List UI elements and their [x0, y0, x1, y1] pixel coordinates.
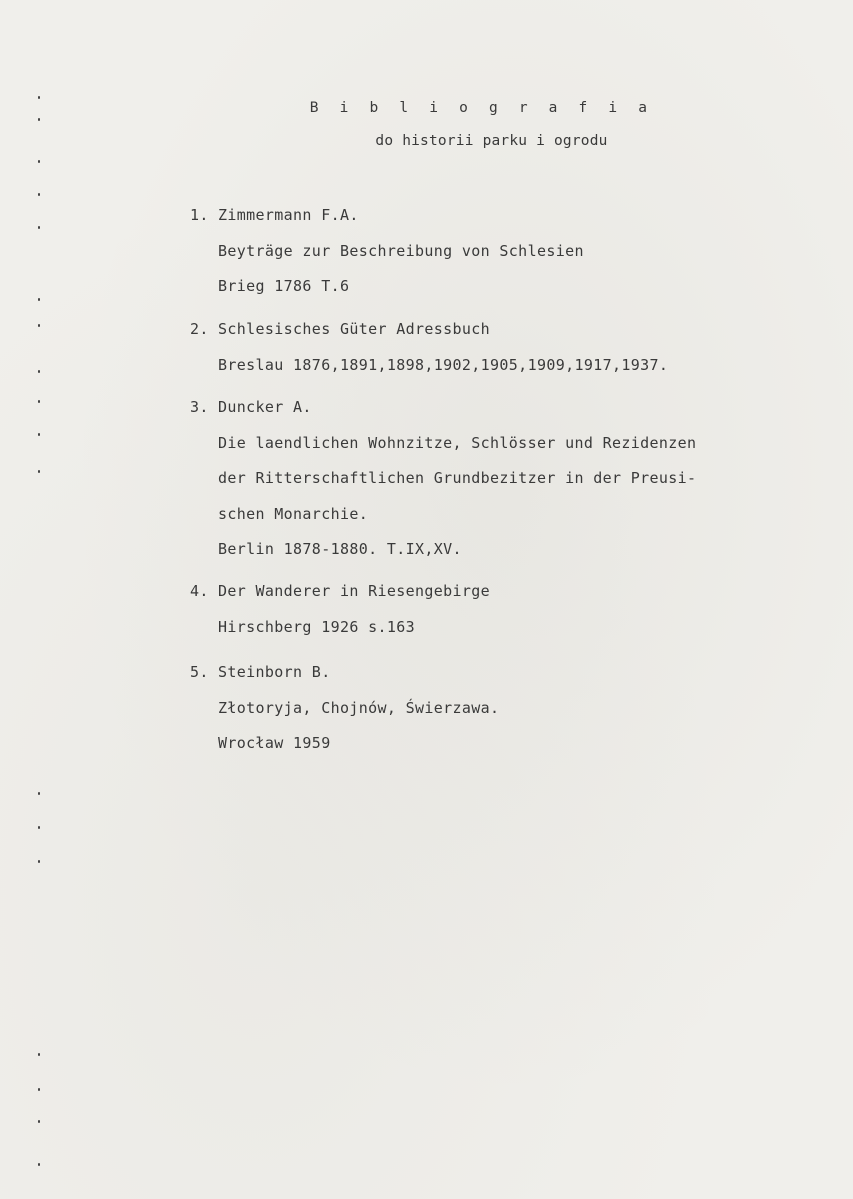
bibliography-entry-2: [190, 312, 668, 383]
entry-number: 4.: [190, 582, 209, 600]
bibliography-entry-1: [190, 198, 584, 305]
entry-number: 5.: [190, 663, 209, 681]
page-subtitle: do historii parku i ogrodu: [375, 133, 608, 149]
entry-publication: Hirschberg 1926 s.163: [218, 617, 415, 636]
entry-publication: Berlin 1878-1880. T.IX,XV.: [218, 540, 462, 558]
entry-number: 3.: [190, 398, 209, 416]
entry-title-line-2: der Ritterschaftlichen Grundbezitzer in der Preusi-: [218, 469, 697, 487]
entry-title: Schlesisches Güter Adressbuch: [218, 320, 491, 338]
bibliography-entry-4: [190, 574, 490, 645]
entry-publication: Wrocław 1959: [218, 734, 331, 752]
entry-title: Beyträge zur Beschreibung von Schlesien: [218, 241, 584, 260]
entry-title: Der Wanderer in Riesengebirge: [218, 582, 491, 600]
entry-title-line-3: schen Monarchie.: [218, 504, 369, 523]
entry-number: 1.: [190, 206, 209, 224]
entry-author: Duncker A.: [218, 398, 312, 416]
entry-author: Zimmermann F.A.: [218, 206, 359, 224]
entry-title: Złotoryja, Chojnów, Świerzawa.: [218, 698, 500, 717]
bibliography-entry-3: [190, 390, 696, 568]
page-title: B i b l i o g r a f i a: [309, 100, 654, 116]
entry-publication: Breslau 1876,1891,1898,1902,1905,1909,1917,1937.: [218, 355, 669, 374]
entry-title-line-1: Die laendlichen Wohnzitze, Schlösser und Rezidenzen: [218, 433, 697, 452]
entry-author: Steinborn B.: [218, 663, 331, 681]
bibliography-entry-5: [190, 655, 499, 762]
entry-publication: Brieg 1786 T.6: [218, 277, 350, 295]
entry-number: 2.: [190, 320, 209, 338]
